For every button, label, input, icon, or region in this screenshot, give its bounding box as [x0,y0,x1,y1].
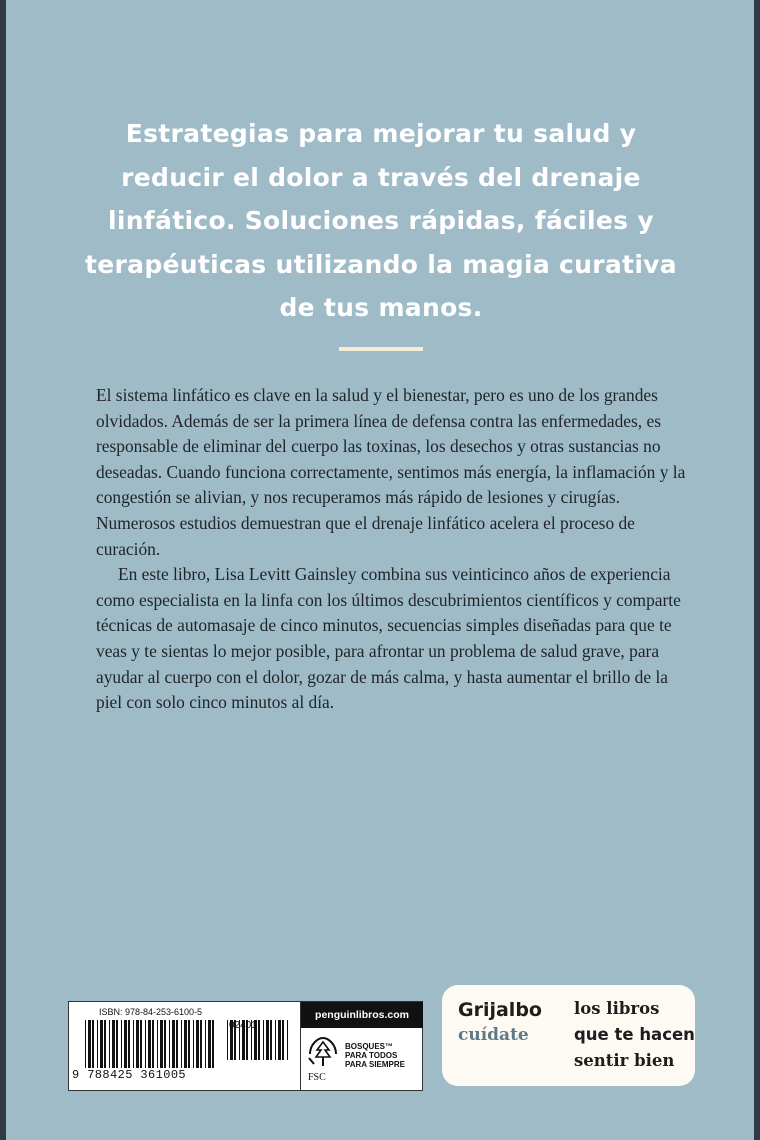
barcode-bar [242,1020,245,1060]
publisher-name: Grijalbo [458,999,542,1021]
barcode-block [68,1001,423,1091]
barcode-bar [275,1020,276,1060]
barcode-bar [208,1020,211,1068]
publisher-slogan-1: los libros [574,999,660,1018]
barcode-bar [152,1020,154,1068]
barcode-bar [254,1020,257,1060]
barcode-bar [109,1020,110,1068]
synopsis-paragraph-1: El sistema linfático es clave en la salud y el bienestar, pero es uno de los grandes olvidados. Además de ser la primera línea de defensa contra las enfermedades, es responsable de eliminar del cuerpo las toxinas, los desechos y otras sustancias no deseadas. Cuando funciona correctamente, sentimos más energía, la inflamación y la congestión se alivian, y nos recuperamos más rápido de lesiones y cirugías. Numerosos estudios demuestran que el drenaje linfático acelera el proceso de curación. [96,385,686,559]
barcode-bar [85,1020,86,1068]
penguin-site: penguinlibros.com [301,1002,423,1028]
barcode-bar [92,1020,94,1068]
barcode-bar [169,1020,170,1068]
barcode-bar [246,1020,248,1060]
isbn-number: ISBN: 978-84-253-6100-5 [99,1007,203,1017]
synopsis-paragraph-2: En este libro, Lisa Levitt Gainsley combina sus veinticinco años de experiencia como especialista en la linfa con los últimos descubrimientos científicos y comparte técnicas de automasaje de cinco minutos, secuencias simples diseñadas para que te veas y te sientas lo mejor posible, para afrontar un problema de salud grave, para ayudar al cuerpo con el dolor, gozar de más calma, y hasta aumentar el brillo de la piel con solo cinco minutos al día. [96,564,681,713]
barcode-icon [81,1020,291,1070]
barcode-bar [104,1020,106,1068]
barcode-bar [193,1020,194,1068]
barcode-bar [148,1020,151,1068]
publisher-box [442,985,695,1086]
barcode-bar [270,1020,272,1060]
barcode-bar [230,1020,233,1060]
barcode-bar [287,1020,288,1060]
back-cover [6,0,754,1140]
barcode-bar [145,1020,146,1068]
barcode-bar [196,1020,199,1068]
barcode-bar [205,1020,206,1068]
publisher-slogan-3: sentir bien [574,1051,675,1070]
barcode-digits: 9 788425 361005 [72,1068,187,1082]
fsc-slogan [345,1042,423,1069]
fsc-line-2: PARA TODOS [345,1051,398,1060]
barcode-bar [172,1020,175,1068]
barcode-bar [184,1020,187,1068]
barcode-bar [200,1020,202,1068]
barcode-bar [181,1020,182,1068]
barcode-bar [100,1020,103,1068]
barcode-bar [88,1020,91,1068]
barcode-bar [239,1020,240,1060]
barcode-bar [258,1020,260,1060]
barcode-bar [251,1020,252,1060]
barcode-bar [121,1020,122,1068]
barcode-bar [266,1020,269,1060]
barcode-bar [160,1020,163,1068]
barcode-bar [136,1020,139,1068]
barcode-bar [234,1020,236,1060]
barcode-bar [278,1020,281,1060]
publisher-slogan-2: que te hacen [574,1025,695,1044]
barcode-bar [282,1020,284,1060]
barcode-bar [164,1020,166,1068]
fsc-tree-icon [306,1034,340,1070]
barcode-bar [140,1020,142,1068]
divider-line [339,347,423,351]
cover-tagline: Estrategias para mejorar tu salud y reducir el dolor a través del drenaje linfático. Soluciones rápidas, fáciles y terapéuticas utilizando la magia curativa de tus manos. [85,119,677,322]
barcode-bar [97,1020,98,1068]
synopsis [96,383,696,716]
barcode-bar [116,1020,118,1068]
barcode-bar [133,1020,134,1068]
fsc-label: FSC [308,1072,326,1083]
barcode-bar [227,1020,228,1060]
barcode-bar [124,1020,127,1068]
barcode-bar [176,1020,178,1068]
barcode-bar [188,1020,190,1068]
fsc-area [301,1028,423,1090]
fsc-line-3: PARA SIEMPRE [345,1060,406,1069]
barcode-bar [263,1020,264,1060]
barcode-bar [212,1020,214,1068]
fsc-line-1: BOSQUES™ [345,1042,394,1051]
publisher-line: cuídate [458,1025,529,1045]
barcode-bar [112,1020,115,1068]
barcode-bar [157,1020,158,1068]
penguin-fsc-box [300,1002,423,1090]
barcode-bar [128,1020,130,1068]
